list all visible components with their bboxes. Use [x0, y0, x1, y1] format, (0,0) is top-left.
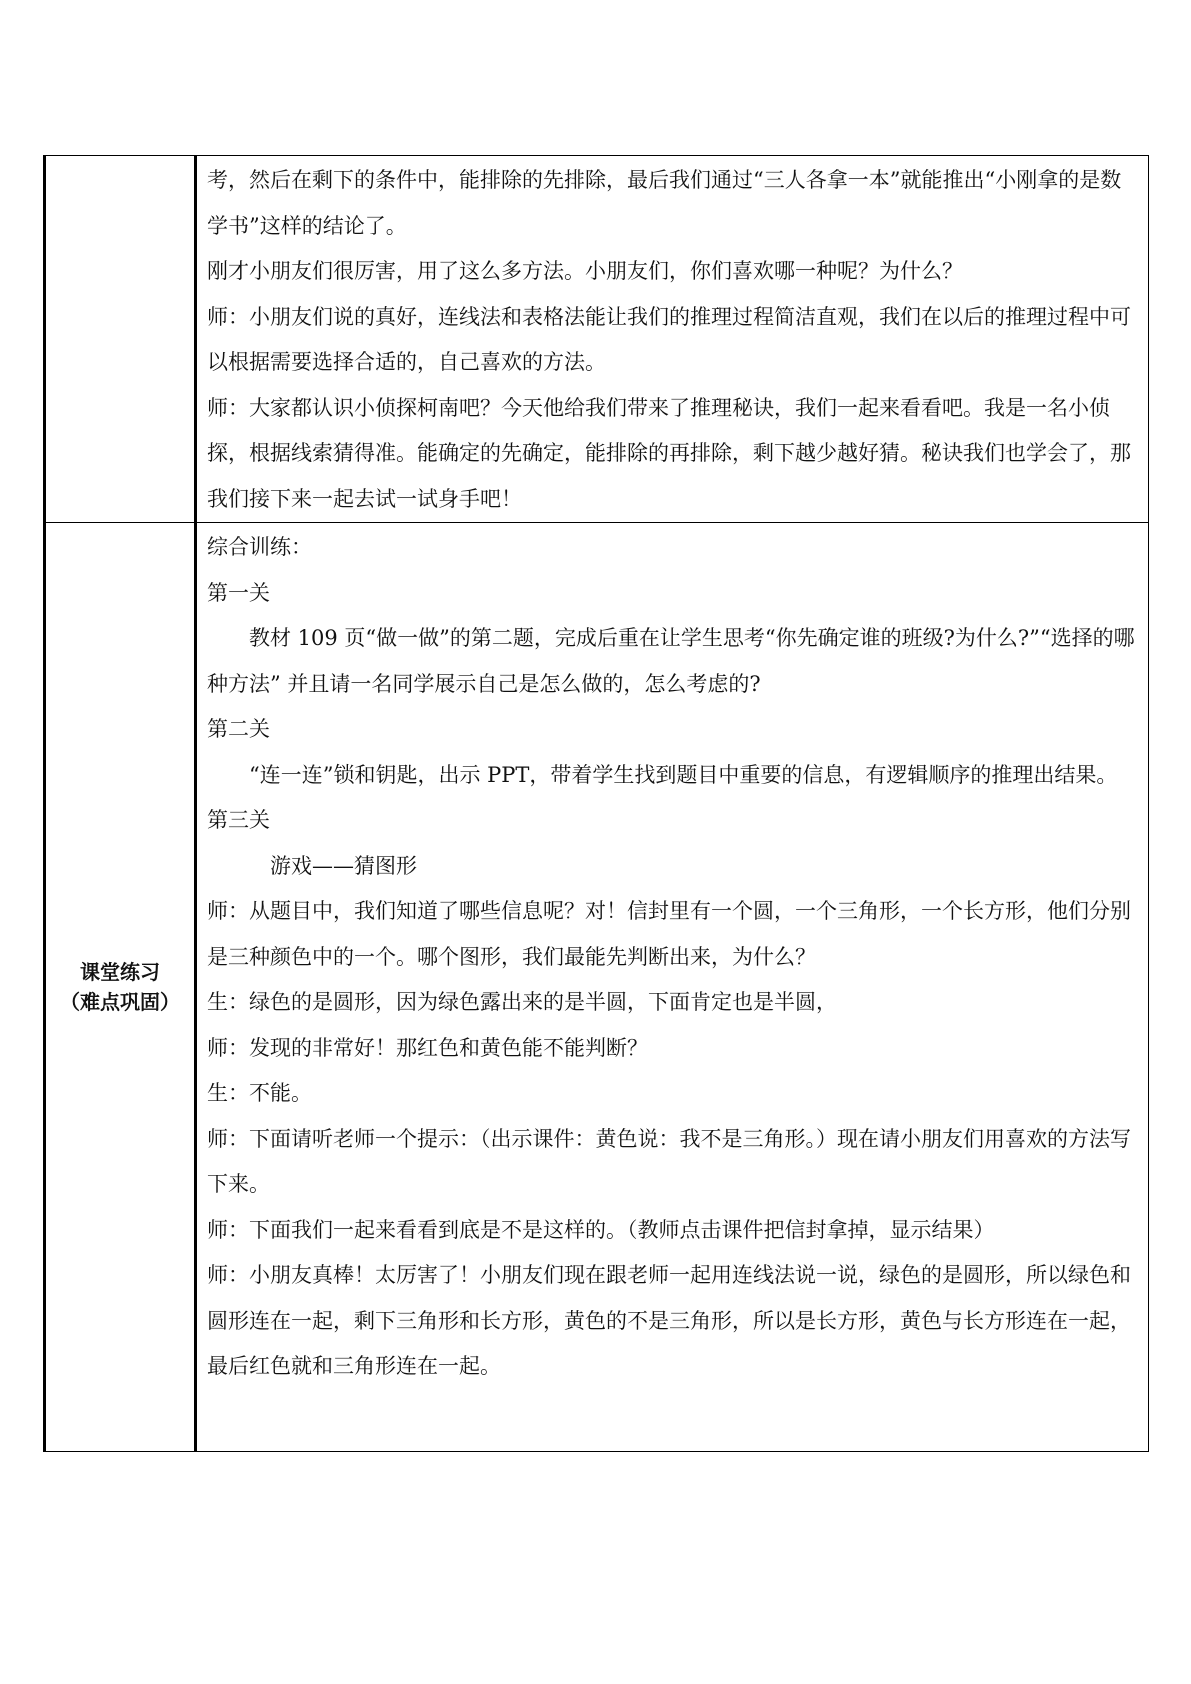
- paragraph: “连一连”锁和钥匙，出示 PPT，带着学生找到题目中重要的信息，有逻辑顺序的推理出结果。: [249, 762, 1118, 787]
- paragraph: 师：下面请听老师一个提示：（出示课件：黄色说：我不是三角形。）现在请小朋友们用喜欢的方法写下来。: [207, 1126, 1131, 1196]
- row-label-cell: [45, 156, 196, 523]
- row-content-cell: [196, 523, 1149, 1452]
- section-heading: 综合训练：: [207, 535, 312, 559]
- level-heading: 第二关: [207, 717, 270, 741]
- paragraph: 师：发现的非常好！那红色和黄色能不能判断？: [207, 1035, 648, 1060]
- row-label-line1: 课堂练习: [80, 960, 160, 984]
- table-row: [45, 523, 1149, 1452]
- row-label-line2: （难点巩固）: [60, 990, 180, 1014]
- row-label-cell: [45, 523, 196, 1452]
- game-title: 游戏——猜图形: [270, 853, 417, 878]
- paragraph: 生：不能。: [207, 1081, 312, 1105]
- paragraph: 师：小朋友真棒！太厉害了！小朋友们现在跟老师一起用连线法说一说，绿色的是圆形，所以绿色和圆形连在一起，剩下三角形和长方形，黄色的不是三角形，所以是长方形，黄色与长方形连在一起，最后红色就和三角形连在一起。: [207, 1263, 1131, 1378]
- paragraph: 考，然后在剩下的条件中，能排除的先排除，最后我们通过“三人各拿一本”就能推出“小刚拿的是数学书”这样的结论了。: [207, 168, 1122, 238]
- paragraph: 刚才小朋友们很厉害，用了这么多方法。小朋友们，你们喜欢哪一种呢？为什么？: [207, 259, 963, 283]
- table-row: [45, 156, 1149, 523]
- paragraph: 师：大家都认识小侦探柯南吧？今天他给我们带来了推理秘诀，我们一起来看看吧。我是一名小侦探，根据线索猜得准。能确定的先确定，能排除的再排除，剩下越少越好猜。秘诀我们也学会了，那我们接下来一起去试一试身手吧！: [207, 395, 1131, 511]
- row-content-cell: [196, 156, 1149, 523]
- paragraph: 生：绿色的是圆形，因为绿色露出来的是半圆，下面肯定也是半圆，: [207, 990, 837, 1014]
- paragraph: 师：下面我们一起来看看到底是不是这样的。（教师点击课件把信封拿掉，显示结果）: [207, 1217, 995, 1242]
- paragraph: 教材 109 页“做一做”的第二题，完成后重在让学生思考“你先确定谁的班级?为什么?”“选择的哪种方法” 并且请一名同学展示自己是怎么做的，怎么考虑的?: [207, 626, 1135, 696]
- level-heading: 第一关: [207, 580, 270, 605]
- level-heading: 第三关: [207, 808, 270, 832]
- paragraph: 师：小朋友们说的真好，连线法和表格法能让我们的推理过程简洁直观，我们在以后的推理过程中可以根据需要选择合适的，自己喜欢的方法。: [207, 304, 1131, 374]
- paragraph: 师：从题目中，我们知道了哪些信息呢？对！信封里有一个圆，一个三角形，一个长方形，他们分别是三种颜色中的一个。哪个图形，我们最能先判断出来，为什么？: [207, 899, 1131, 969]
- lesson-plan-table: [43, 155, 1149, 1452]
